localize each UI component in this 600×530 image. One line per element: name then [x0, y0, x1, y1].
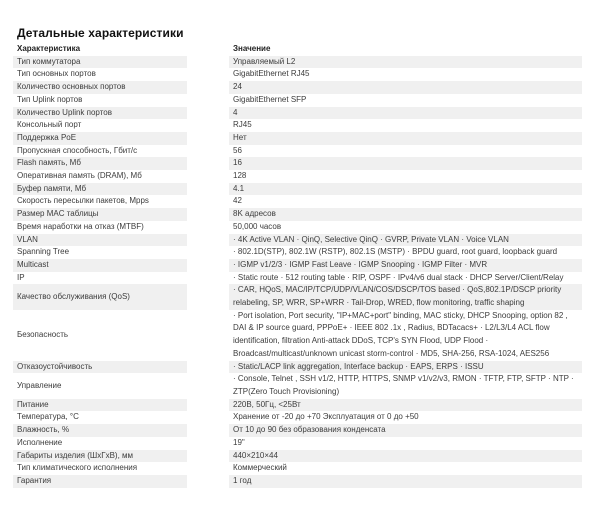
- column-gap: [187, 195, 229, 208]
- spec-label: [13, 424, 187, 437]
- spec-label-text: IP: [17, 272, 25, 282]
- spec-label: [13, 94, 187, 107]
- spec-label: [13, 475, 187, 488]
- spec-value: [229, 56, 582, 69]
- spec-label-text: Пропускная способность, Гбит/с: [17, 145, 138, 155]
- column-gap: [187, 462, 229, 475]
- column-gap: [187, 284, 229, 309]
- spec-value-text: · 802.1D(STP), 802.1W (RSTP), 802.1S (MSTP) · BPDU guard, root guard, loopback guard: [233, 247, 558, 257]
- table-row: [13, 361, 582, 374]
- column-gap: [187, 272, 229, 285]
- spec-value-text: · Port isolation, Port security, "IP+MAC+port" binding, MAC sticky, DHCP Snooping, option 82 , DAI & IP source guard, PPPoE+ · IEEE 802 .1x , Radius, BDTacacs+ · L2/L3/L4 ACL flow identification, filtration Anti-attack DDoS, TCP's SYN Flood, UDP Flood · Broadcast/multicast/unknown unicast storm-control · MD5, SHA-256, RSA-1024, AES256: [233, 310, 568, 358]
- spec-table-body: [13, 56, 582, 488]
- spec-label-text: Безопасность: [17, 329, 69, 339]
- column-gap: [187, 411, 229, 424]
- spec-label: [13, 119, 187, 132]
- column-gap: [187, 94, 229, 107]
- column-gap: [187, 361, 229, 374]
- table-row: [13, 183, 582, 196]
- table-row: [13, 56, 582, 69]
- column-header-characteristic-label: Характеристика: [17, 44, 81, 53]
- spec-value-text: GigabitEthernet SFP: [233, 94, 307, 104]
- table-row: [13, 170, 582, 183]
- spec-label: [13, 132, 187, 145]
- table-row: [13, 208, 582, 221]
- column-gap: [187, 437, 229, 450]
- spec-label: [13, 361, 187, 374]
- spec-label: [13, 170, 187, 183]
- spec-label-text: Гарантия: [17, 475, 52, 485]
- spec-label-text: Консольный порт: [17, 120, 82, 130]
- table-row: [13, 195, 582, 208]
- spec-value-text: RJ45: [233, 120, 252, 130]
- spec-label-text: Тип коммутатора: [17, 56, 81, 66]
- spec-label: [13, 373, 187, 398]
- spec-label-text: Flash память, Мб: [17, 158, 81, 168]
- spec-label: [13, 450, 187, 463]
- spec-value: [229, 399, 582, 412]
- spec-value: [229, 170, 582, 183]
- column-gap: [187, 119, 229, 132]
- spec-label: [13, 107, 187, 120]
- spec-label-text: Исполнение: [17, 437, 63, 447]
- spec-value-text: От 10 до 90 без образования конденсата: [233, 425, 386, 435]
- column-gap: [187, 259, 229, 272]
- spec-label: [13, 81, 187, 94]
- spec-value-text: 24: [233, 82, 242, 92]
- spec-value: [229, 94, 582, 107]
- spec-value: [229, 411, 582, 424]
- spec-label: [13, 284, 187, 309]
- spec-value: [229, 221, 582, 234]
- spec-label: [13, 411, 187, 424]
- spec-value-text: · Console, Telnet , SSH v1/2, HTTP, HTTPS, SNMP v1/v2/v3, RMON · TFTP, FTP, SFTP · NTP · ZTP(Zero Touch Provisioning): [233, 374, 574, 396]
- column-header-characteristic: [13, 43, 187, 56]
- spec-value: [229, 373, 582, 398]
- spec-label: [13, 208, 187, 221]
- spec-value-text: · IGMP v1/2/3 · IGMP Fast Leave · IGMP Snooping · IGMP Filter · MVR: [233, 259, 488, 269]
- spec-label-text: Буфер памяти, Мб: [17, 183, 87, 193]
- spec-label-text: Spanning Tree: [17, 247, 70, 257]
- table-row: [13, 132, 582, 145]
- spec-value: [229, 284, 582, 309]
- table-row: [13, 450, 582, 463]
- table-row: [13, 259, 582, 272]
- spec-label-text: Оперативная память (DRAM), Мб: [17, 171, 142, 181]
- spec-value-text: · Static/LACP link aggregation, Interface backup · EAPS, ERPS · ISSU: [233, 361, 484, 371]
- table-row: [13, 221, 582, 234]
- table-row: [13, 246, 582, 259]
- column-gap: [187, 56, 229, 69]
- spec-value: [229, 450, 582, 463]
- table-row: [13, 373, 582, 398]
- spec-label: [13, 462, 187, 475]
- spec-value: [229, 246, 582, 259]
- spec-label-text: Multicast: [17, 259, 49, 269]
- spec-value-text: 42: [233, 196, 242, 206]
- spec-value: [229, 81, 582, 94]
- spec-value: [229, 145, 582, 158]
- spec-label: [13, 259, 187, 272]
- column-gap: [187, 221, 229, 234]
- spec-label: [13, 68, 187, 81]
- spec-label-text: Тип климатического исполнения: [17, 463, 138, 473]
- spec-value: [229, 424, 582, 437]
- table-row: [13, 157, 582, 170]
- column-gap: [187, 81, 229, 94]
- spec-label: [13, 437, 187, 450]
- spec-label-text: Количество основных портов: [17, 82, 126, 92]
- table-row: [13, 399, 582, 412]
- spec-value-text: 50,000 часов: [233, 221, 282, 231]
- column-gap: [187, 170, 229, 183]
- column-gap: [187, 475, 229, 488]
- spec-value-text: 4: [233, 107, 238, 117]
- spec-value: [229, 132, 582, 145]
- spec-label: [13, 157, 187, 170]
- spec-value: [229, 361, 582, 374]
- spec-value: [229, 119, 582, 132]
- spec-value-text: 220В, 50Гц, <25Вт: [233, 399, 301, 409]
- spec-value-text: GigabitEthernet RJ45: [233, 69, 310, 79]
- table-row: [13, 234, 582, 247]
- column-gap: [187, 145, 229, 158]
- spec-value: [229, 68, 582, 81]
- spec-value: [229, 183, 582, 196]
- page-title: Детальные характеристики: [17, 26, 184, 40]
- spec-value-text: · 4K Active VLAN · QinQ, Selective QinQ · GVRP, Private VLAN · Voice VLAN: [233, 234, 509, 244]
- spec-label-text: Габариты изделия (ШхГхВ), мм: [17, 450, 134, 460]
- spec-label-text: Питание: [17, 399, 49, 409]
- spec-value-text: 128: [233, 171, 247, 181]
- spec-value: [229, 310, 582, 361]
- column-gap: [187, 310, 229, 361]
- spec-value-text: Управляемый L2: [233, 56, 296, 66]
- spec-value-text: 8K адресов: [233, 209, 276, 219]
- spec-label: [13, 399, 187, 412]
- column-gap: [187, 373, 229, 398]
- spec-value-text: 19": [233, 437, 245, 447]
- spec-label-text: Влажность, %: [17, 425, 70, 435]
- spec-value-text: Хранение от -20 до +70 Эксплуатация от 0 до +50: [233, 412, 419, 422]
- column-gap: [187, 424, 229, 437]
- column-gap: [187, 43, 229, 56]
- table-row: [13, 145, 582, 158]
- spec-label: [13, 221, 187, 234]
- spec-label: [13, 183, 187, 196]
- column-gap: [187, 234, 229, 247]
- table-row: [13, 94, 582, 107]
- spec-label: [13, 234, 187, 247]
- spec-label-text: Количество Uplink портов: [17, 107, 112, 117]
- spec-value-text: · CAR, HQoS, MAC/IP/TCP/UDP/VLAN/COS/DSCP/TOS based · QoS,802.1P/DSCP priority relabeling, SP, WRR, SP+WRR · Tail-Drop, WRED, flow monitoring, traffic shaping: [233, 285, 562, 308]
- spec-label-text: Качество обслуживания (QoS): [17, 291, 130, 301]
- column-header-value-label: Значение: [233, 44, 271, 53]
- spec-label-text: VLAN: [17, 234, 38, 244]
- spec-label: [13, 56, 187, 69]
- spec-value: [229, 462, 582, 475]
- table-row: [13, 411, 582, 424]
- table-row: [13, 119, 582, 132]
- spec-table-header: [13, 43, 582, 56]
- spec-value-text: 1 год: [233, 475, 252, 485]
- spec-value: [229, 272, 582, 285]
- spec-label-text: Управление: [17, 380, 62, 390]
- spec-label: [13, 145, 187, 158]
- spec-label: [13, 310, 187, 361]
- spec-value: [229, 107, 582, 120]
- spec-label-text: Время наработки на отказ (MTBF): [17, 221, 144, 231]
- column-gap: [187, 107, 229, 120]
- spec-label-text: Поддержка PoE: [17, 132, 77, 142]
- spec-value-text: 440×210×44: [233, 450, 278, 460]
- table-row: [13, 68, 582, 81]
- table-row: [13, 310, 582, 361]
- spec-label-text: Тип Uplink портов: [17, 94, 83, 104]
- spec-table: [13, 43, 582, 488]
- spec-value: [229, 437, 582, 450]
- column-header-value: [229, 43, 582, 56]
- spec-label-text: Тип основных портов: [17, 69, 96, 79]
- spec-value-text: 56: [233, 145, 242, 155]
- column-gap: [187, 183, 229, 196]
- column-gap: [187, 132, 229, 145]
- spec-label-text: Скорость пересылки пакетов, Mpps: [17, 196, 149, 206]
- column-gap: [187, 68, 229, 81]
- spec-value-text: Коммерческий: [233, 463, 287, 473]
- spec-value-text: · Static route · 512 routing table · RIP, OSPF · IPv4/v6 dual stack · DHCP Server/Client/Relay: [233, 272, 564, 282]
- table-row: [13, 107, 582, 120]
- spec-label: [13, 272, 187, 285]
- spec-value: [229, 259, 582, 272]
- spec-label: [13, 195, 187, 208]
- spec-value-text: Нет: [233, 132, 247, 142]
- column-gap: [187, 208, 229, 221]
- column-gap: [187, 246, 229, 259]
- table-row: [13, 272, 582, 285]
- spec-value: [229, 157, 582, 170]
- column-gap: [187, 450, 229, 463]
- column-gap: [187, 399, 229, 412]
- spec-value: [229, 195, 582, 208]
- table-row: [13, 284, 582, 309]
- table-row: [13, 462, 582, 475]
- spec-value: [229, 234, 582, 247]
- spec-value-text: 4.1: [233, 183, 245, 193]
- table-row: [13, 81, 582, 94]
- spec-label: [13, 246, 187, 259]
- spec-value: [229, 475, 582, 488]
- table-row: [13, 424, 582, 437]
- spec-label-text: Размер MAC таблицы: [17, 209, 99, 219]
- spec-value-text: 16: [233, 158, 242, 168]
- spec-label-text: Отказоустойчивость: [17, 361, 93, 371]
- spec-value: [229, 208, 582, 221]
- column-gap: [187, 157, 229, 170]
- spec-label-text: Температура, °С: [17, 412, 79, 422]
- table-row: [13, 437, 582, 450]
- table-row: [13, 475, 582, 488]
